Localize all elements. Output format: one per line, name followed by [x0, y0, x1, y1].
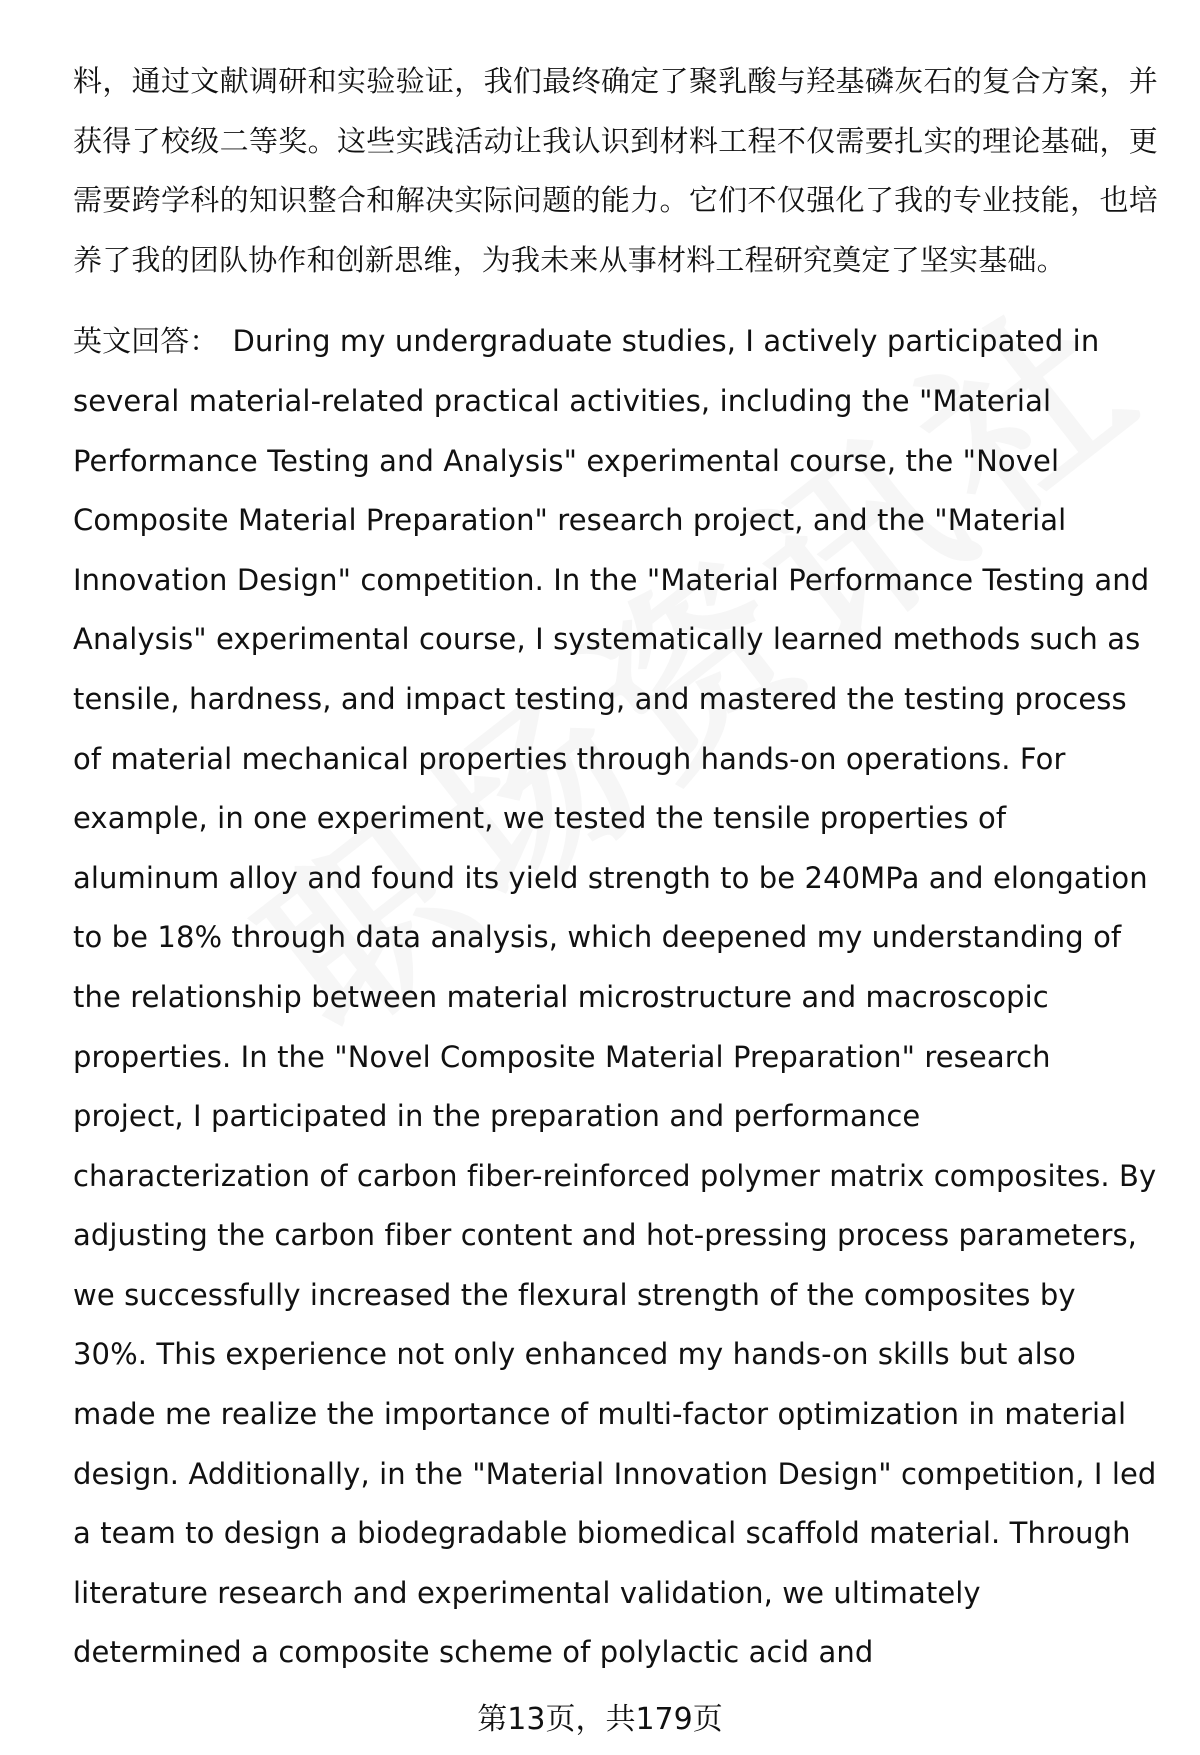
page-number: 第13页，共179页: [477, 1702, 723, 1737]
chinese-answer-paragraph: 料，通过文献调研和实验验证，我们最终确定了聚乳酸与羟基磷灰石的复合方案，并获得了校级二等奖。这些实践活动让我认识到材料工程不仅需要扎实的理论基础，更需要跨学科的知识整合和解决实际问题的能力。它们不仅强化了我的专业技能，也培养了我的团队协作和创新思维，为我未来从事材料工程研究奠定了坚实基础。: [73, 64, 1158, 277]
english-answer-label: 英文回答：: [73, 324, 219, 359]
english-answer-paragraph: [73, 312, 1158, 1683]
english-answer-text: During my undergraduate studies, I actively participated in several material-related practical activities, including the "Material Performance Testing and Analysis" experimental course, the "Novel Composite Material Preparation" research project, and the "Material Innovation Design" competition. In the "Material Performance Testing and Analysis" experimental course, I systematically learned methods such as tensile, hardness, and impact testing, and mastered the testing process of material mechanical properties through hands-on operations. For example, in one experiment, we tested the tensile properties of aluminum alloy and found its yield strength to be 240MPa and elongation to be 18% through data analysis, which deepened my understanding of the relationship between material microstructure and macroscopic properties. In the "Novel Composite Material Preparation" research project, I participated in the preparation and performance characterization of carbon fiber-reinforced polymer matrix composites. By adjusting the carbon fiber content and hot-pressing process parameters, we successfully increased the flexural strength of the composites by 30%. This experience not only enhanced my hands-on skills but also made me realize the importance of multi-factor optimization in material design. Additionally, in the "Material Innovation Design" competition, I led a team to design a biodegradable biomedical scaffold material. Through literature research and experimental validation, we ultimately determined a composite scheme of polylactic acid and: [73, 324, 1157, 1670]
page-content: [73, 52, 1158, 1683]
page-footer: [0, 1700, 1200, 1740]
